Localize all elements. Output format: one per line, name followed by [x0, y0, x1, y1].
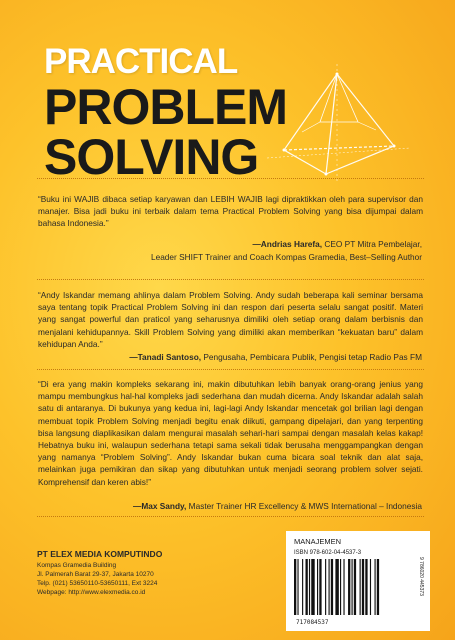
barcode-category: MANAJEMEN — [294, 537, 342, 546]
publisher-name: PT ELEX MEDIA KOMPUTINDO — [37, 549, 163, 559]
barcode-number: 717084537 — [296, 619, 329, 626]
title-practical: PRACTICAL — [44, 42, 238, 81]
barcode-bar — [340, 559, 341, 615]
barcode-bar — [377, 559, 379, 615]
barcode-bars — [292, 559, 408, 617]
barcode-bar — [309, 559, 310, 615]
separator — [37, 279, 424, 280]
separator — [37, 369, 424, 370]
barcode-bar — [297, 559, 298, 615]
barcode-bar — [375, 559, 376, 615]
publisher-phone: Telp. (021) 53650110-53650111, Ext 3224 — [37, 580, 158, 587]
quote-1-author: —Andrias Harefa, — [252, 239, 323, 249]
quote-3-role: Master Trainer HR Excellency & MWS International – Indonesia — [186, 501, 422, 511]
barcode-isbn: ISBN 978-602-04-4537-3 — [294, 550, 362, 556]
publisher-webpage: Webpage: http://www.elexmedia.co.id — [37, 589, 146, 596]
quote-1-text: “Buku ini WAJIB dibaca setiap karyawan dan LEBIH WAJIB lagi dipraktikkan oleh para supervisor dan manajer. Bisa jadi buku ini terbaik dalam tema Practical Problem Solving yang bisa dijumpai dalam bahasa Indonesia.” — [38, 194, 423, 229]
publisher-address-2: Jl. Palmerah Barat 29-37, Jakarta 10270 — [37, 571, 154, 578]
publisher-address-1: Kompas Gramedia Building — [37, 562, 117, 569]
quote-3-attribution — [133, 501, 422, 511]
title-problem: PROBLEM — [44, 79, 287, 135]
barcode-bar — [362, 559, 364, 615]
quote-2-attribution — [129, 352, 422, 362]
barcode-bar — [343, 559, 344, 615]
barcode-bar — [335, 559, 338, 615]
quote-1-attribution — [22, 238, 422, 264]
quote-2-author: —Tanadi Santoso, — [129, 352, 202, 362]
barcode-vertical-number: 9 786020 445373 — [418, 557, 424, 596]
quote-2-role: Pengusaha, Pembicara Publik, Pengisi tetap Radio Pas FM — [201, 352, 422, 362]
quote-3-author: —Max Sandy, — [133, 501, 187, 511]
publisher-block — [37, 549, 162, 597]
barcode-bar — [331, 559, 333, 615]
barcode-bar — [360, 559, 361, 615]
barcode-panel — [286, 531, 430, 631]
barcode-bar — [354, 559, 356, 615]
separator — [37, 516, 424, 517]
barcode-bar — [325, 559, 326, 615]
title-solving: SOLVING — [44, 129, 259, 185]
quote-2-text: “Andy Iskandar memang ahlinya dalam Problem Solving. Andy sudah beberapa kali seminar bersama saya tentang topik Practical Problem Solving ini dan respon dari peserta selalu sangat positif. Materi yang sangat powerful dan praticol yang seharusnya dimiliki oleh setiap orang dalam berbisnis dan menjalani kehidupannya. Skill Problem Solving yang dimiliki akan memberikan “kekuatan baru” dalam kehidupan Anda.” — [38, 290, 423, 349]
barcode-bar — [319, 559, 321, 615]
barcode-bar — [370, 559, 371, 615]
barcode-bar — [352, 559, 353, 615]
barcode-bar — [294, 559, 296, 615]
barcode-bar — [329, 559, 330, 615]
pyramid-illustration — [262, 62, 412, 192]
barcode-bar — [306, 559, 308, 615]
separator — [37, 178, 424, 179]
quote-3-text: “Di era yang makin kompleks sekarang ini, makin dibutuhkan lebih banyak orang-orang jenius yang mampu membungkus hal-hal kompleks jadi sederhana dan mudah dicerna. Andy Iskandar adalah salah satu di antaranya. Di bukunya yang kedua ini, lagi-lagi Andy Iskandar mencetak gol brilian lagi dengan membuat topik Problem Solving menjadi begitu enak diikuti, gampang dipelajari, dan yang terpenting bisa langsung diaplikasikan dalam mengurai masalah sehari-hari sampai dengan masalah kelas kakap! Hebatnya buku ini, walaupun sederhana tetapi sama sekali tidak berusaha menggampangkan dengan yang namanya “Problem Solving”. Andy Iskandar bukan cuma bicara soal teknik dan alat saja, melainkan juga pemikiran dan sikap yang dibutuhkan untuk menjadi seorang problem solver sejati. Komprehensif dan keren abis!” — [38, 379, 423, 487]
barcode-bar — [311, 559, 314, 615]
barcode-bar — [317, 559, 318, 615]
quote-1-role2: Leader SHIFT Trainer and Coach Kompas Gramedia, Best–Selling Author — [150, 252, 422, 262]
barcode-bar — [348, 559, 350, 615]
barcode-bar — [302, 559, 303, 615]
barcode-bar — [365, 559, 367, 615]
quote-1-role: CEO PT Mitra Pembelajar, — [322, 239, 422, 249]
